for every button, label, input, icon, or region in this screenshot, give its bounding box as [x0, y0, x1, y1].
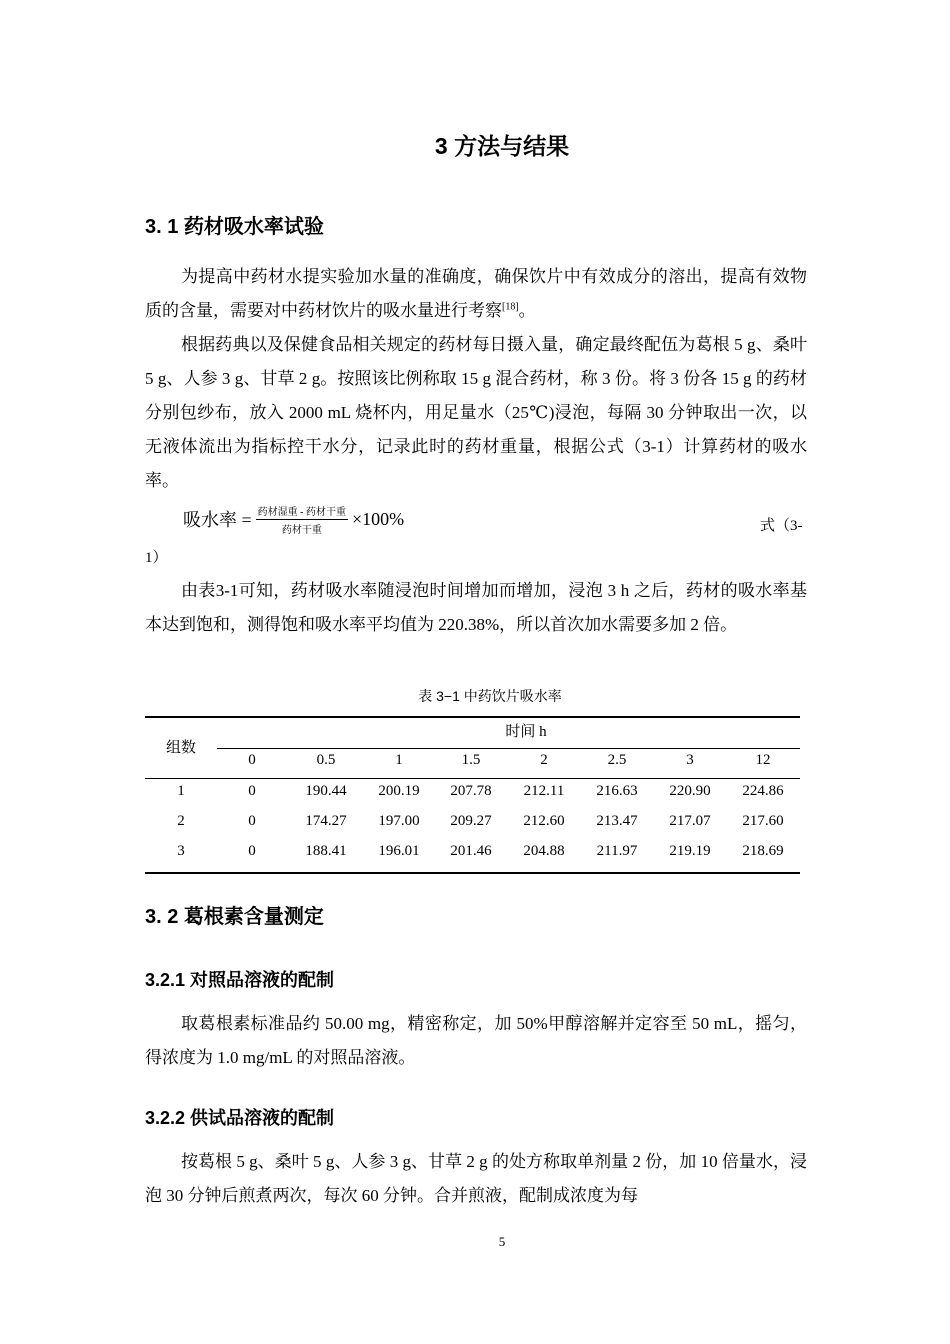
formula-label: 式（3-	[760, 518, 803, 534]
table-cell: 196.01	[378, 843, 420, 859]
formula-lhs: 吸水率 =	[183, 510, 252, 530]
table-cell: 3	[177, 843, 185, 859]
table-cell: 209.27	[450, 813, 492, 829]
table-cell: 219.19	[669, 843, 711, 859]
table-group-rule	[217, 748, 800, 749]
formula-label-continued: 1）	[145, 550, 168, 566]
table-cell: 197.00	[378, 813, 420, 829]
subsection-3-2-1-heading: 3.2.1 对照品溶液的配制	[145, 970, 335, 990]
formula-denominator: 药材干重	[281, 524, 322, 536]
table-column-header: 0.5	[316, 752, 336, 768]
table-cell: 212.11	[523, 783, 565, 799]
table-cell: 224.86	[742, 783, 784, 799]
table-column-header: 12	[755, 752, 771, 768]
table-cell: 207.78	[450, 783, 492, 799]
table-column-header: 1	[395, 752, 403, 768]
table-cell: 211.97	[596, 843, 638, 859]
table-cell: 217.60	[742, 813, 784, 829]
paragraph-reference-solution: 取葛根素标准品约 50.00 mg，精密称定，加 50%甲醇溶解并定容至 50 mL，摇匀，得浓度为 1.0 mg/mL 的对照品溶液。	[145, 1014, 807, 1067]
table-group-header: 时间 h	[505, 724, 547, 740]
table-cell: 212.60	[523, 813, 565, 829]
table-column-header: 3	[686, 752, 694, 768]
paragraph-intro-text: 为提高中药材水提实验加水量的准确度，确保饮片中有效成分的溶出，提高有效物质的含量，需要对中药材饮片的吸水量进行考察	[145, 267, 807, 320]
table-cell: 0	[248, 843, 256, 859]
table-cell: 220.90	[669, 783, 711, 799]
table-cell: 204.88	[523, 843, 565, 859]
table-row-header: 组数	[165, 740, 196, 756]
paragraph-test-solution: 按葛根 5 g、桑叶 5 g、人参 3 g、甘草 2 g 的处方称取单剂量 2 份，加 10 倍量水，浸泡 30 分钟后煎煮两次，每次 60 分钟。合并煎液，配制成浓度为每	[145, 1152, 807, 1205]
table-top-rule	[145, 716, 800, 718]
paragraph-intro-end: 。	[518, 301, 536, 320]
paragraph-result: 由表3-1可知，药材吸水率随浸泡时间增加而增加，浸泡 3 h 之后，药材的吸水率基本达到饱和，测得饱和吸水率平均值为 220.38%，所以首次加水需要多加 2 倍。	[145, 581, 807, 634]
table-cell: 0	[248, 783, 256, 799]
section-3-1-heading: 3. 1 药材吸水率试验	[145, 216, 324, 238]
table-cell: 217.07	[669, 813, 711, 829]
table-cell: 0	[248, 813, 256, 829]
table-column-header: 0	[248, 752, 256, 768]
table-cell: 1	[177, 783, 185, 799]
page-number: 5	[498, 1234, 506, 1249]
table-cell: 190.44	[305, 783, 347, 799]
table-column-header: 2	[540, 752, 548, 768]
subsection-3-2-2-heading: 3.2.2 供试品溶液的配制	[145, 1108, 335, 1128]
table-cell: 200.19	[378, 783, 420, 799]
citation-ref: [18]	[502, 301, 519, 313]
table-cell: 213.47	[596, 813, 638, 829]
table-cell: 216.63	[596, 783, 638, 799]
table-cell: 2	[177, 813, 185, 829]
table-column-header: 2.5	[607, 752, 627, 768]
formula-fraction	[256, 503, 348, 536]
table-bottom-rule	[145, 872, 800, 874]
section-3-2-heading: 3. 2 葛根素含量测定	[145, 906, 324, 928]
table-cell: 201.46	[450, 843, 492, 859]
formula-rhs: ×100%	[352, 508, 405, 529]
table-column-header: 1.5	[461, 752, 481, 768]
formula-water-absorption	[183, 502, 404, 536]
table-cell: 188.41	[305, 843, 347, 859]
chapter-title: 3 方法与结果	[434, 133, 570, 159]
table-cell: 174.27	[305, 813, 347, 829]
table-header-rule	[145, 778, 800, 779]
paragraph-intro	[145, 260, 807, 328]
formula-numerator: 药材湿重 - 药材干重	[256, 503, 348, 520]
table-cell: 218.69	[742, 843, 784, 859]
table-caption: 表 3−1 中药饮片吸水率	[418, 688, 562, 704]
paragraph-method: 根据药典以及保健食品相关规定的药材每日摄入量，确定最终配伍为葛根 5 g、桑叶 5 g、人参 3 g、甘草 2 g。按照该比例称取 15 g 混合药材，称 3 份。将 3 份各 15 g 的药材分别包纱布，放入 2000 mL 烧杯内，用足量水（25℃)浸泡，每隔 30 分钟取出一次，以无液体流出为指标控干水分，记录此时的药材重量，根据公式（3-1）计算药材的吸水率。	[145, 335, 807, 490]
